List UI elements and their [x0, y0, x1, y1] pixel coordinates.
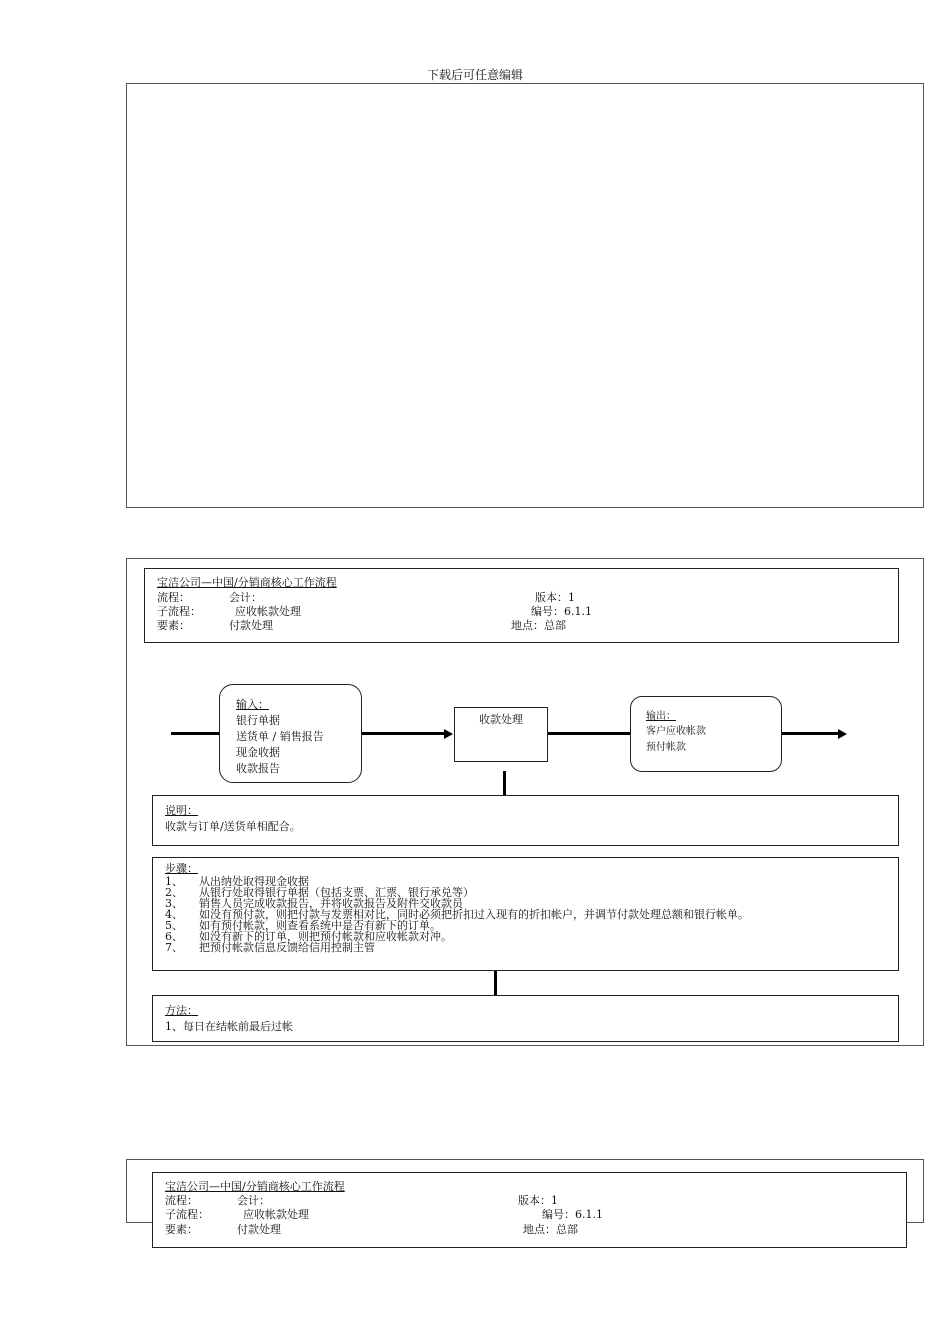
- explanation-text: 收款与订单/送货单相配合。: [165, 820, 301, 833]
- explanation-box: [152, 795, 899, 846]
- element-label: 要素：: [165, 1223, 198, 1236]
- output-box: [630, 696, 782, 772]
- method-title: 方法：: [165, 1004, 198, 1017]
- step-text: 把预付帐款信息反馈给信用控制主管: [199, 941, 375, 954]
- output-item: 客户应收帐款: [646, 726, 706, 737]
- header-box: [144, 568, 899, 643]
- location-text: 地点：总部: [523, 1223, 578, 1236]
- subprocess-value: 应收帐款处理: [243, 1208, 309, 1221]
- version-text: 版本：1: [518, 1194, 558, 1207]
- flow-line-out: [547, 732, 631, 735]
- connector-line: [494, 971, 497, 995]
- element-label: 要素：: [157, 619, 190, 632]
- step-number: 2、: [165, 886, 183, 899]
- element-value: 付款处理: [229, 619, 273, 632]
- code-text: 编号：6.1.1: [531, 605, 592, 618]
- step-number: 6、: [165, 930, 183, 943]
- element-value: 付款处理: [237, 1223, 281, 1236]
- arrow-right-icon: [444, 729, 453, 739]
- step-number: 3、: [165, 897, 183, 910]
- flow-line-in: [171, 732, 221, 735]
- input-item: 收款报告: [236, 762, 280, 775]
- header-title: 宝洁公司—中国/分销商核心工作流程: [157, 576, 337, 589]
- step-text: 销售人员完成收款报告，并将收款报告及附件交收款员: [199, 897, 463, 910]
- location-text: 地点：总部: [511, 619, 566, 632]
- subprocess-value: 应收帐款处理: [235, 605, 301, 618]
- step-number: 7、: [165, 941, 183, 954]
- subprocess-label: 子流程：: [157, 605, 201, 618]
- explanation-title: 说明：: [165, 804, 198, 817]
- process-value: 会计：: [237, 1194, 270, 1207]
- steps-list: [165, 876, 749, 953]
- output-title: 输出：: [646, 711, 676, 722]
- steps-title: 步骤：: [165, 862, 198, 875]
- blank-frame: [126, 83, 924, 508]
- step-number: 5、: [165, 919, 183, 932]
- step-number: 4、: [165, 908, 183, 921]
- step-text: 如有预付帐款，则查看系统中是否有新下的订单。: [199, 919, 441, 932]
- step-text: 如没有新下的订单，则把预付帐款和应收帐款对冲。: [199, 930, 452, 943]
- arrow-right-icon: [838, 729, 847, 739]
- method-box: [152, 995, 899, 1042]
- subprocess-label: 子流程：: [165, 1208, 209, 1221]
- output-item: 预付帐款: [646, 742, 686, 753]
- step-text: 如没有预付款，则把付款与发票相对比，同时必须把折扣过入现有的折扣帐户，并调节付款处理总额和银行帐单。: [199, 908, 749, 921]
- input-item: 送货单 / 销售报告: [236, 730, 324, 743]
- flow-line-end: [781, 732, 839, 735]
- process-label: 收款处理: [479, 713, 523, 726]
- step-text: 从出纳处取得现金收据: [199, 875, 309, 888]
- flow-line-mid: [361, 732, 445, 735]
- step-number: 1、: [165, 875, 183, 888]
- steps-box: [152, 857, 899, 971]
- process-box: [454, 707, 548, 762]
- header-title: 宝洁公司—中国/分销商核心工作流程: [165, 1180, 345, 1193]
- process-value: 会计：: [229, 591, 262, 604]
- input-item: 银行单据: [236, 714, 280, 727]
- process-label: 流程：: [157, 591, 190, 604]
- code-text: 编号：6.1.1: [542, 1208, 603, 1221]
- process-label: 流程：: [165, 1194, 198, 1207]
- flowchart-frame: [126, 558, 924, 1046]
- version-text: 版本：1: [535, 591, 575, 604]
- page-caption: 下载后可任意编辑: [426, 68, 523, 82]
- step-text: 从银行处取得银行单据（包括支票、汇票、银行承兑等）: [199, 886, 474, 899]
- input-item: 现金收据: [236, 746, 280, 759]
- connector-line: [503, 771, 506, 795]
- input-box: [219, 684, 362, 783]
- input-title: 输入：: [236, 698, 269, 711]
- header-box-2: [152, 1172, 907, 1248]
- method-text: 1、每日在结帐前最后过帐: [165, 1020, 293, 1033]
- step-row: [165, 942, 749, 953]
